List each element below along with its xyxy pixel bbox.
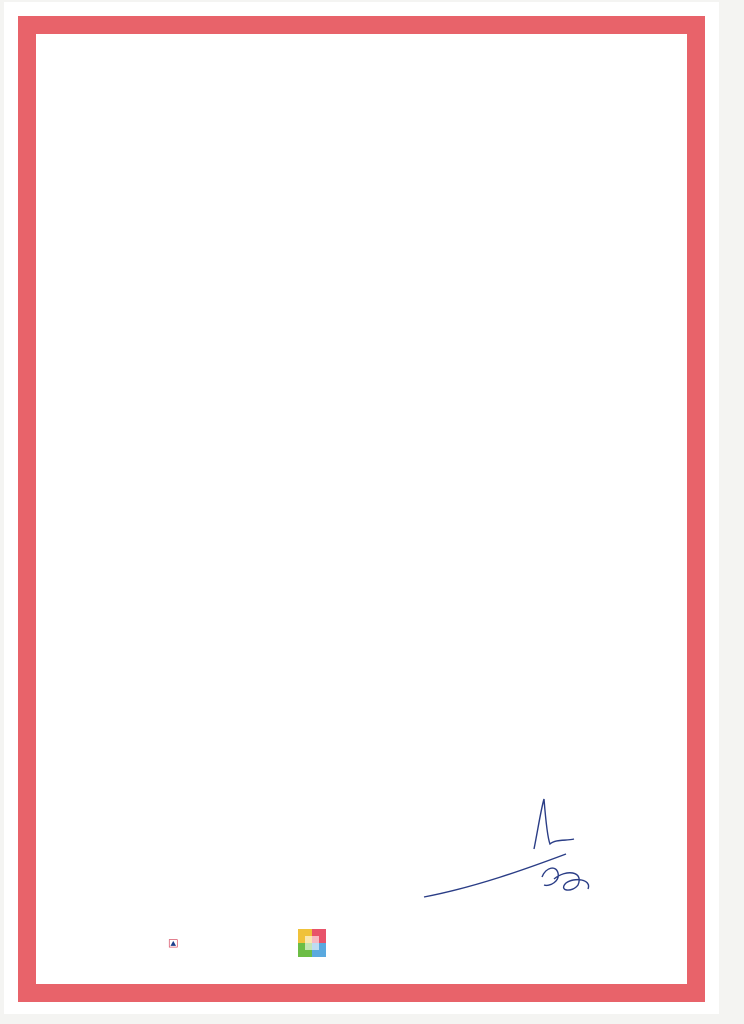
- decorative-crosses: [36, 634, 719, 744]
- certificate-sheet: [4, 2, 719, 1014]
- olympiad-plus-logo-icon: [336, 38, 412, 80]
- olympiad-header: [36, 86, 687, 88]
- handwritten-signatures: [416, 769, 616, 909]
- education-department-logo-icon: [168, 927, 202, 961]
- pedagogical-center-logo-icon: [296, 927, 330, 961]
- certificate-content: [36, 34, 687, 984]
